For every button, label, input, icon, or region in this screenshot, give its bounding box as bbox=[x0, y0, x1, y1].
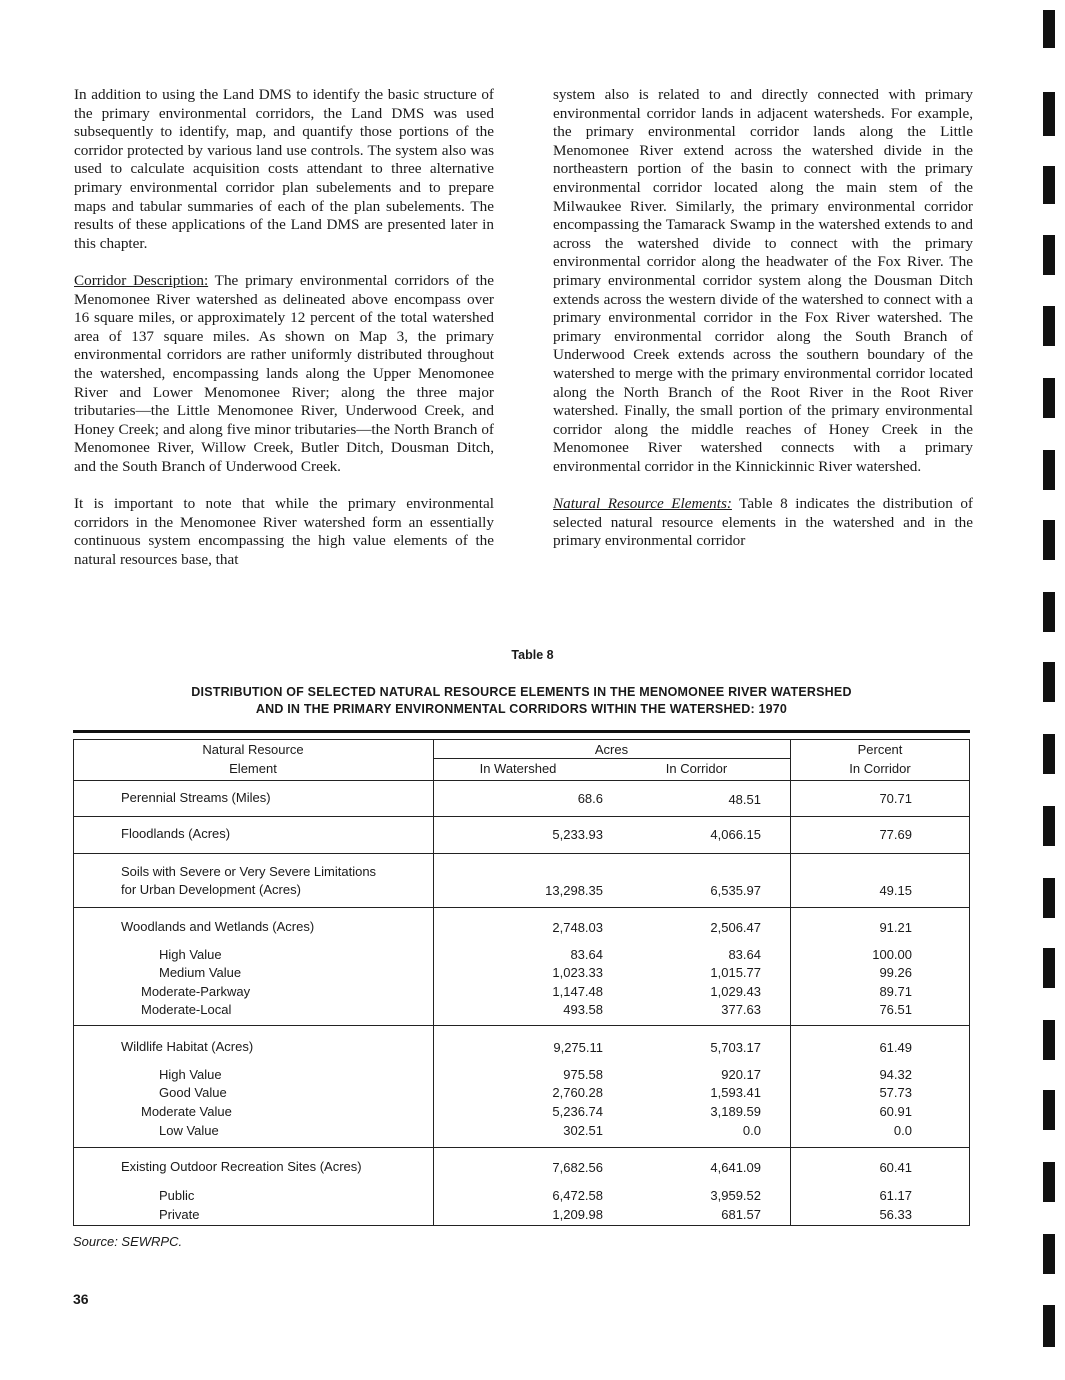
cell-percent: 57.73 bbox=[879, 1085, 912, 1100]
row-label: High Value bbox=[159, 947, 222, 962]
cell-in-corridor: 2,506.47 bbox=[710, 920, 761, 935]
cell-in-corridor: 4,641.09 bbox=[710, 1160, 761, 1175]
row-label: Private bbox=[159, 1207, 200, 1222]
cell-in-watershed: 5,236.74 bbox=[552, 1104, 603, 1119]
cell-in-watershed: 5,233.93 bbox=[552, 827, 603, 842]
cell-in-corridor: 1,593.41 bbox=[710, 1085, 761, 1100]
cell-in-watershed: 9,275.11 bbox=[553, 1040, 603, 1055]
row-label: Existing Outdoor Recreation Sites (Acres) bbox=[121, 1159, 362, 1174]
table-title-line-1: DISTRIBUTION OF SELECTED NATURAL RESOURCE ELEMENTS IN THE MENOMONEE RIVER WATERSHED bbox=[191, 685, 852, 699]
header-subrule bbox=[433, 758, 790, 759]
scan-mark bbox=[1043, 450, 1055, 490]
cell-in-corridor: 5,703.17 bbox=[710, 1040, 761, 1055]
cell-in-watershed: 1,209.98 bbox=[552, 1207, 603, 1222]
row-rule bbox=[73, 853, 970, 854]
cell-percent: 60.41 bbox=[879, 1160, 912, 1175]
cell-in-corridor: 3,959.52 bbox=[710, 1188, 761, 1203]
cell-percent: 61.49 bbox=[879, 1040, 912, 1055]
header-percent-2: In Corridor bbox=[849, 761, 911, 776]
row-label: Moderate Value bbox=[141, 1104, 232, 1119]
paragraph-continuous-system: It is important to note that while the primary environmental corridors in the Menomonee River watershed form an essentially continuous system encompassing the high value elements of the natural resources base, that bbox=[74, 495, 494, 568]
table-title-line-2: AND IN THE PRIMARY ENVIRONMENTAL CORRIDORS WITHIN THE WATERSHED: 1970 bbox=[255, 702, 788, 716]
row-rule bbox=[73, 780, 970, 781]
cell-in-watershed: 6,472.58 bbox=[552, 1188, 603, 1203]
paragraph-land-dms: In addition to using the Land DMS to identify the basic structure of the primary environmental corridors, the Land DMS was used subsequently to identify, map, and quantify those portions of the corridor protected by various land use controls. The system also was used to calculate acquisition costs attendant to three alternative primary environmental corridor plan subelements and to prepare maps and tabular summaries of each of the plan subelements. The results of these applications of the Land DMS are presented later in this chapter. bbox=[74, 86, 494, 252]
cell-in-corridor: 1,015.77 bbox=[710, 965, 761, 980]
scan-mark bbox=[1043, 10, 1055, 48]
row-rule bbox=[73, 1147, 970, 1148]
cell-in-watershed: 13,298.35 bbox=[545, 883, 603, 898]
table-border bbox=[73, 1225, 970, 1226]
row-label: Floodlands (Acres) bbox=[121, 826, 231, 841]
header-percent-1: Percent bbox=[857, 742, 903, 757]
cell-in-watershed: 302.51 bbox=[563, 1123, 603, 1138]
scan-mark bbox=[1043, 378, 1055, 418]
scan-mark bbox=[1043, 662, 1055, 702]
cell-in-watershed: 68.6 bbox=[577, 791, 603, 806]
table-border bbox=[73, 739, 74, 1226]
cell-percent: 94.32 bbox=[879, 1067, 912, 1082]
cell-percent: 60.91 bbox=[879, 1104, 912, 1119]
header-element-1: Natural Resource bbox=[202, 742, 304, 757]
cell-in-corridor: 3,189.59 bbox=[710, 1104, 761, 1119]
scan-mark bbox=[1043, 878, 1055, 918]
cell-in-corridor: 0.0 bbox=[742, 1123, 761, 1138]
cell-in-corridor: 48.51 bbox=[728, 792, 761, 807]
row-label: Medium Value bbox=[159, 965, 242, 980]
paragraph-adjacent-watersheds: system also is related to and directly connected with primary environmental corridor lands in adjacent watersheds. For example, the primary environmental corridor lands along the Little Menomonee River extend across the watershed divide in the northeastern portion of the basin to connect with the primary environmental corridor located along the main stem of the Milwaukee River. Similarly, the primary environmental corridor encompassing the Tamarack Swamp in the watershed extends to and across the watershed divide to connect with the primary environmental corridor along the headwater of the Fox River. The primary environmental corridor system along the Dousman Ditch extends across the western divide of the watershed to connect with a primary environmental corridor in the Fox River watershed. The primary environmental corridor along the South Branch of Underwood Creek extends across the southern boundary of the watershed to merge with the primary environmental corridor located along the North Branch of the Root River in the Root River watershed. Finally, the small portion of the primary environmental corridor along the middle reaches of Honey Creek in the Menomonee River watershed connects with a primary environmental corridor in the Kinnickinnic River watershed. bbox=[553, 86, 973, 475]
cell-in-corridor: 920.17 bbox=[721, 1067, 761, 1082]
scan-edge-marks bbox=[1043, 0, 1055, 1380]
cell-in-watershed: 1,023.33 bbox=[552, 965, 603, 980]
header-in-watershed: In Watershed bbox=[479, 761, 557, 776]
cell-in-watershed: 2,760.28 bbox=[552, 1085, 603, 1100]
table-border bbox=[969, 739, 970, 1226]
row-label: Woodlands and Wetlands (Acres) bbox=[121, 919, 315, 934]
scan-mark bbox=[1043, 235, 1055, 275]
header-in-corridor: In Corridor bbox=[665, 761, 728, 776]
row-label: Perennial Streams (Miles) bbox=[121, 790, 271, 805]
heading-natural-resource-elements: Natural Resource Elements: bbox=[553, 495, 732, 513]
page-number: 36 bbox=[73, 1291, 89, 1307]
cell-in-corridor: 377.63 bbox=[721, 1002, 761, 1017]
cell-in-corridor: 1,029.43 bbox=[710, 984, 761, 999]
scan-mark bbox=[1043, 1234, 1055, 1274]
scan-mark bbox=[1043, 306, 1055, 346]
cell-percent: 0.0 bbox=[893, 1123, 912, 1138]
scan-mark bbox=[1043, 1090, 1055, 1130]
header-element-2: Element bbox=[229, 761, 277, 776]
table-source: Source: SEWRPC. bbox=[73, 1234, 183, 1249]
scan-mark bbox=[1043, 592, 1055, 632]
scan-mark bbox=[1043, 948, 1055, 988]
scan-mark bbox=[1043, 806, 1055, 846]
scan-mark bbox=[1043, 1020, 1055, 1060]
cell-in-watershed: 1,147.48 bbox=[552, 984, 603, 999]
table-label: Table 8 bbox=[511, 648, 554, 662]
row-rule bbox=[73, 1025, 970, 1026]
row-label-line-1: Soils with Severe or Very Severe Limitations bbox=[121, 864, 377, 879]
cell-percent: 100.00 bbox=[872, 947, 912, 962]
cell-in-corridor: 4,066.15 bbox=[710, 827, 761, 842]
scan-mark bbox=[1043, 166, 1055, 204]
row-label: Moderate-Local bbox=[141, 1002, 232, 1017]
cell-in-corridor: 6,535.97 bbox=[710, 883, 761, 898]
row-label: Moderate-Parkway bbox=[141, 984, 251, 999]
cell-percent: 89.71 bbox=[879, 984, 912, 999]
row-label: Public bbox=[159, 1188, 195, 1203]
table-title bbox=[73, 684, 970, 718]
cell-in-corridor: 83.64 bbox=[728, 947, 761, 962]
row-label: High Value bbox=[159, 1067, 222, 1082]
table-top-rule bbox=[73, 730, 970, 733]
column-divider bbox=[790, 739, 791, 1226]
row-label: for Urban Development (Acres) bbox=[121, 882, 301, 897]
right-column bbox=[553, 86, 973, 569]
cell-percent: 70.71 bbox=[879, 791, 912, 806]
natural-resource-elements-text: Table 8 indicates the distribution of selected natural resource elements in the watershed and in the primary environmental corridor bbox=[553, 495, 973, 550]
paragraph-natural-resource-elements bbox=[553, 495, 973, 551]
table-border bbox=[73, 739, 970, 740]
cell-percent: 91.21 bbox=[879, 920, 912, 935]
cell-percent: 99.26 bbox=[879, 965, 912, 980]
cell-in-watershed: 493.58 bbox=[563, 1002, 603, 1017]
corridor-description-text: The primary environmental corridors of the Menomonee River watershed as delineated above encompass over 16 square miles, or approximately 12 percent of the total watershed area of 137 square miles. As shown on Map 3, the primary environmental corridors are rather uniformly distributed throughout the watershed, encompassing lands along the Upper Menomonee River and Lower Menomonee River; along the three major tributaries—the Little Menomonee River, Underwood Creek, and Honey Creek; and along five minor tributaries—the North Branch of Menomonee River, Willow Creek, Butler Ditch, Dousman Ditch, and the South Branch of Underwood Creek. bbox=[74, 271, 494, 475]
cell-percent: 49.15 bbox=[879, 883, 912, 898]
row-rule bbox=[73, 816, 970, 817]
cell-percent: 76.51 bbox=[879, 1002, 912, 1017]
paragraph-corridor-description bbox=[74, 272, 494, 477]
header-acres: Acres bbox=[594, 742, 629, 757]
row-label: Low Value bbox=[159, 1123, 219, 1138]
cell-percent: 61.17 bbox=[879, 1188, 912, 1203]
cell-in-watershed: 975.58 bbox=[563, 1067, 603, 1082]
scan-mark bbox=[1043, 734, 1055, 774]
heading-corridor-description: Corridor Description: bbox=[74, 271, 209, 289]
cell-in-watershed: 2,748.03 bbox=[552, 920, 603, 935]
column-divider bbox=[433, 739, 434, 1226]
cell-percent: 56.33 bbox=[879, 1207, 912, 1222]
row-label: Good Value bbox=[159, 1085, 227, 1100]
scan-mark bbox=[1043, 1162, 1055, 1202]
cell-in-watershed: 7,682.56 bbox=[552, 1160, 603, 1175]
scan-mark bbox=[1043, 520, 1055, 560]
scan-mark bbox=[1043, 92, 1055, 136]
cell-in-corridor: 681.57 bbox=[721, 1207, 761, 1222]
scan-mark bbox=[1043, 1305, 1055, 1347]
cell-percent: 77.69 bbox=[879, 827, 912, 842]
row-label: Wildlife Habitat (Acres) bbox=[121, 1039, 254, 1054]
cell-in-watershed: 83.64 bbox=[570, 947, 603, 962]
left-column bbox=[74, 86, 494, 588]
row-rule bbox=[73, 907, 970, 908]
resource-table bbox=[73, 739, 970, 1226]
